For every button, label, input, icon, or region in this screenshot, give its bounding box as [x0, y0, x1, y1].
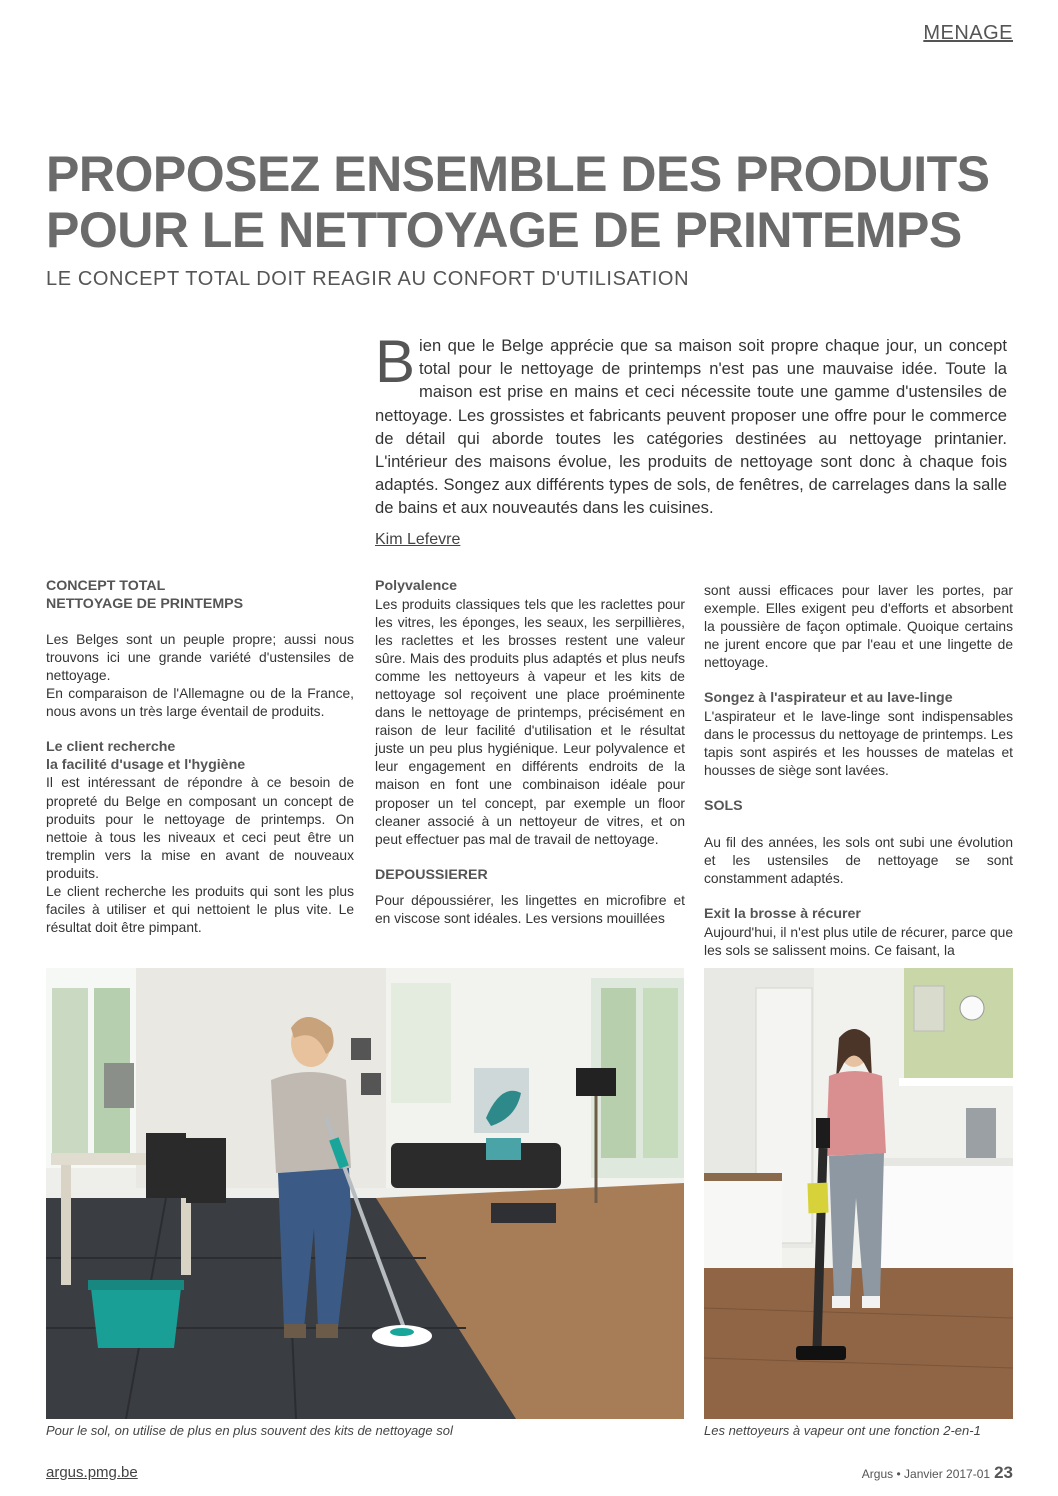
- paragraph: Il est intéressant de répondre à ce besoin de propreté du Belge en composant un concept de produits pour le nettoyage de printemps. On nettoie à tous les niveaux et ceci peut être un tremplin vers la mise en avant de nouveaux produits.: [46, 775, 354, 881]
- heading-line: CONCEPT TOTAL: [46, 578, 166, 594]
- issue-info: Argus • Janvier 2017-01: [861, 1467, 991, 1481]
- page-footer: [862, 1463, 1013, 1483]
- paragraph: Les Belges sont un peuple propre; aussi nous trouvons ici une grande variété d'ustensiles de nettoyage.: [46, 632, 354, 684]
- heading-sols: SOLS: [704, 798, 743, 815]
- title-line-1: PROPOSEZ ENSEMBLE DES PRODUITS: [46, 146, 990, 202]
- photo-kitchen-steam-cleaner: [704, 968, 1013, 1419]
- caption-right: Les nettoyeurs à vapeur ont une fonction 2-en-1: [704, 1423, 981, 1438]
- heading-concept-total: [46, 578, 354, 613]
- kitchen-illustration: [704, 968, 1013, 1419]
- text-column-1: [46, 578, 354, 937]
- article-title: [46, 146, 1006, 258]
- article-subtitle: LE CONCEPT TOTAL DOIT REAGIR AU CONFORT D'UTILISATION: [46, 268, 690, 290]
- paragraph: Pour dépoussiérer, les lingettes en microfibre et en viscose sont idéales. Les versions mouillées: [375, 893, 685, 927]
- intro-paragraph: [375, 328, 1007, 520]
- paragraph: Aujourd'hui, il n'est plus utile de récurer, parce que les sols se salissent moins. Ce faisant, la: [704, 924, 1013, 958]
- paragraph: sont aussi efficaces pour laver les portes, par exemple. Elles exigent peu d'efforts et absorbent la poussière de façon optimale. Quoique certains ne jurent encore que par l'eau et une lingette de nettoyage.: [704, 583, 1013, 671]
- paragraph: En comparaison de l'Allemagne ou de la France, nous avons un très large éventail de produits.: [46, 686, 354, 720]
- photo-living-room-mop: [46, 968, 684, 1419]
- website-link[interactable]: argus.pmg.be: [46, 1464, 138, 1481]
- heading-depoussierer: DEPOUSSIERER: [375, 866, 488, 883]
- intro-text: ien que le Belge apprécie que sa maison soit propre chaque jour, un concept total pour le nettoyage de printemps n'est pas une mauvaise idée. Toute la maison est prise en mains et ceci nécessite toute une gamme d'ustensiles de nettoyage. Les grossistes et fabricants peuvent proposer une offre pour le commerce de détail qui aborde toutes les catégories destinées au nettoyage printanier. L'intérieur des maisons évolue, les produits de nettoyage sont donc à chaque fois adaptés. Songez aux différents types de sols, de fenêtres, de carrelages dans la salle de bains et aux nouveautés dans les cuisines.: [375, 336, 1007, 518]
- heading-polyvalence: Polyvalence: [375, 578, 458, 594]
- caption-left: Pour le sol, on utilise de plus en plus souvent des kits de nettoyage sol: [46, 1423, 453, 1438]
- paragraph: Au fil des années, les sols ont subi une évolution et les ustensiles de nettoyage se sont constamment adaptés.: [704, 834, 1013, 887]
- heading-client-recherche: [46, 739, 354, 774]
- heading-line: la facilité d'usage et l'hygiène: [46, 756, 246, 773]
- paragraph: Le client recherche les produits qui sont les plus faciles à utiliser et qui nettoient le plus vite. Le résultat doit être pimpant.: [46, 884, 354, 936]
- text-column-3: [704, 582, 1013, 960]
- text-column-2: [375, 578, 685, 929]
- heading-aspirateur: Songez à l'aspirateur et au lave-linge: [704, 690, 953, 707]
- paragraph: L'aspirateur et le lave-linge sont indispensables dans le processus du nettoyage de printemps. Les tapis sont aspirés et les housses de matelas et housses de siège sont lavées.: [704, 708, 1013, 779]
- page-number: 23: [994, 1463, 1013, 1482]
- heading-exit-brosse: Exit la brosse à récurer: [704, 906, 861, 923]
- drop-cap: B: [375, 328, 416, 395]
- heading-line: Le client recherche: [46, 739, 176, 756]
- author-link[interactable]: Kim Lefevre: [375, 531, 461, 548]
- section-tag[interactable]: MENAGE: [923, 22, 1013, 44]
- title-line-2: POUR LE NETTOYAGE DE PRINTEMPS: [46, 202, 962, 258]
- living-room-illustration: [46, 968, 684, 1419]
- heading-line: NETTOYAGE DE PRINTEMPS: [46, 595, 244, 612]
- paragraph: Les produits classiques tels que les raclettes pour les vitres, les éponges, les seaux, les serpillières, les raclettes et les brosses restent une valeur sûre. Mais des produits plus adaptés et plus neufs comme les nettoyeurs à vapeur et les kits de nettoyage sol reçoivent une place proéminente dans le nettoyage de printemps, précisément en raison de leur facilité d'utilisation et le résultat juste un peu plus hygiénique. Leur polyvalence et leur engagement en différents endroits de la maison en font une combinaison idéale pour proposer un tel concept, par exemple un floor cleaner associé à un nettoyeur de vitres, et on peut effectuer pas mal de travail de nettoyage.: [375, 596, 685, 847]
